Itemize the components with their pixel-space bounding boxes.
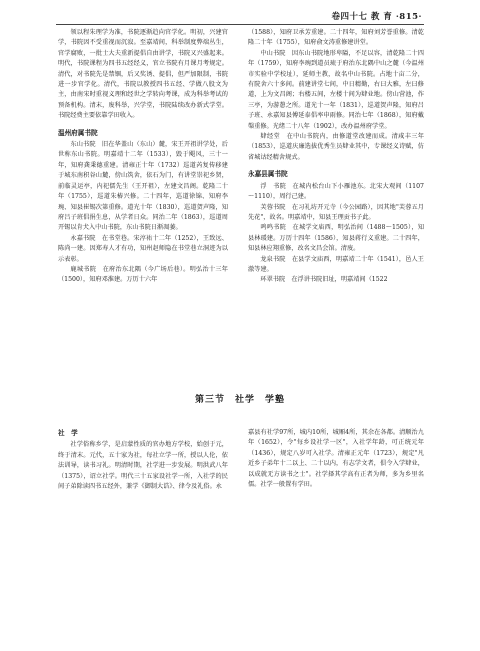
section-title: 第三节 社学 学塾	[194, 395, 285, 405]
paragraph: 芙蓉书院 在习礼坊开元寺（今公园路），因其地"芙蓉五月先花"，故名。明嘉靖中，知县王理贡书子此。	[248, 203, 424, 221]
subsection-heading: 社 学	[58, 429, 78, 437]
paragraph: 鸣鸣书院 在城学文庙西，明弘治间（1488～1505），知县林瑗建。万历十四年（1586），知县蒋行义重建。二十四年，知县林应翔重修，改名文昌会馆。清废。	[248, 224, 424, 253]
paragraph: 肄经堂 在中山书院内，由修道堂改建而成。清咸丰三年（1853），巡道庆廉选拔优秀生员肄业其中，专课经义诗赋，仿省城诂经精舍规式。	[248, 133, 424, 161]
paragraph: 龙泉书院 在县学文庙西，明嘉靖二十年（1541），邑人王澈等建。	[248, 255, 424, 273]
paragraph: 永嘉书院 在书堂巷。宋淳祐十二年（1252），王致远、陈尚一建。因郑寿人才有功，知州赵师隐在书堂巷立洞迹为以示表彰。	[58, 234, 228, 263]
left-column-bottom	[58, 428, 228, 492]
paragraph: 鹿城书院 在府治东北隅（今广场后巷）。明弘治十三年（1500），知府邓淮建。万历十六年	[58, 265, 228, 284]
paragraph: 环翠书院 在浮讲书院旧址，明嘉靖间（1522	[260, 276, 388, 284]
paragraph: 嘉县有社学97所，城内10所，城厢4所，其余在各都。清顺治九年（1652），令"每乡设社学一区"，入社学年龄，可正统元年（1436），规定八岁可入社学。清雍正元年（1723），规定"凡近乡子弟年十二以上、二十以内，有志学文者，俱令入学肄业，以成就无方读书之士"。社学择其学高有正者为师，多为乡里名儒。社学一般置有学田。	[248, 429, 424, 489]
right-column-bottom	[248, 428, 424, 490]
page-header: 卷四十七 教 育 ·815·	[331, 12, 422, 22]
header-divider	[56, 24, 424, 25]
paragraph: 东山书院 旧在华盖山（东山）麓，宋王开祖讲学处，后世称东山书院。明嘉靖十二年（1533），毁于飓风，三十一年，知府龚秉德重建。清雍正十年（1732）巡道芮复传移建于城东南积谷山麓，傍山筑舍，依石为门，有讲堂崇祀乡贤，前临灵运亭，内祀儒先生（王开祖），左建文昌阁。乾隆二十年（1755），巡道朱椿兴修。二十四年，巡道徐锦、知府李琬、知县崔锡次第重修。道光十年（1830），巡道贺声隆，知府吕子班倡捐生息，从学者日众。同治二年（1863），巡道周开锡以肯犬入中山书院，东山书院日渐凋萎。	[58, 141, 228, 232]
paragraph: （1588），知府卫承芳重建。二十四年，知府刘芳誉重修。清乾隆二十年（1755），知府俞文涛重修建讲堂。	[248, 29, 424, 47]
right-column-top	[248, 28, 424, 286]
subsection-heading: 温州府属书院	[58, 128, 98, 137]
paragraph: 中山书院 因东山书院地形卑隘，不足以容，清乾隆二十四年（1759），知府李琬到道员琉于府治东北隅中山之麓（今温州市实验中学校址），延师主教，故名中山书院。占地十亩二分，有院舍六十多间。前建讲堂七间，中日精勤，右曰大雅，左曰修道，上为文昌阁；右楼五间，左楼十间为肄业地。傍山营池，作三亭，为游憩之所。道光十一年（1831），巡道贺声隆，知府吕子班、永嘉知县傅延泰倡率申雨修。同治七年（1868），知府戴槃重修。光绪二十八年（1902），改办温州府学堂。	[248, 49, 424, 130]
paragraph: 浮 书院 在城内松台山下小雁池东。北宋大观间（1107～1110），周行己建。	[248, 182, 424, 201]
paragraph: 领以程朱理学为准，书院逐渐趋向官学化。明初，兴建官学，书院因不受重视而沉寂。至嘉靖间，科举制度弊端丛生，官学腐败，一批士大夫重新提倡自由讲学，书院又兴盛起来。明代，书院课程为四书五经经义，官立书院有月课月考规定。清代，对书院先是禁锢，后又奖诱、提倡，但严加限制，书院进一步官学化。清代，书院以教授四书五经、学做八股文为主，由南宋时重视义理和经世之学转向考课，成为科举考试的预备机构。清末，废科举，兴学堂，书院陆续改办新式学堂。书院经费主要依靠学田收入。	[58, 29, 228, 120]
left-column-top	[58, 28, 228, 286]
paragraph: 社学俗称乡学，是启蒙性质的官办地方学校，始创于元，终于清末。元代，五十家为社，每社立学一所，授以人伦，依法训导，读书习礼。明清时期，社学进一步发展。明洪武八年（1375），诏立社学。明代三十五家设社学一所，入社学的民间子弟除读四书五经外，兼学《御制大诰》、律令及礼俗。永	[58, 441, 228, 491]
subsection-heading: 永嘉县属书院	[248, 170, 288, 179]
